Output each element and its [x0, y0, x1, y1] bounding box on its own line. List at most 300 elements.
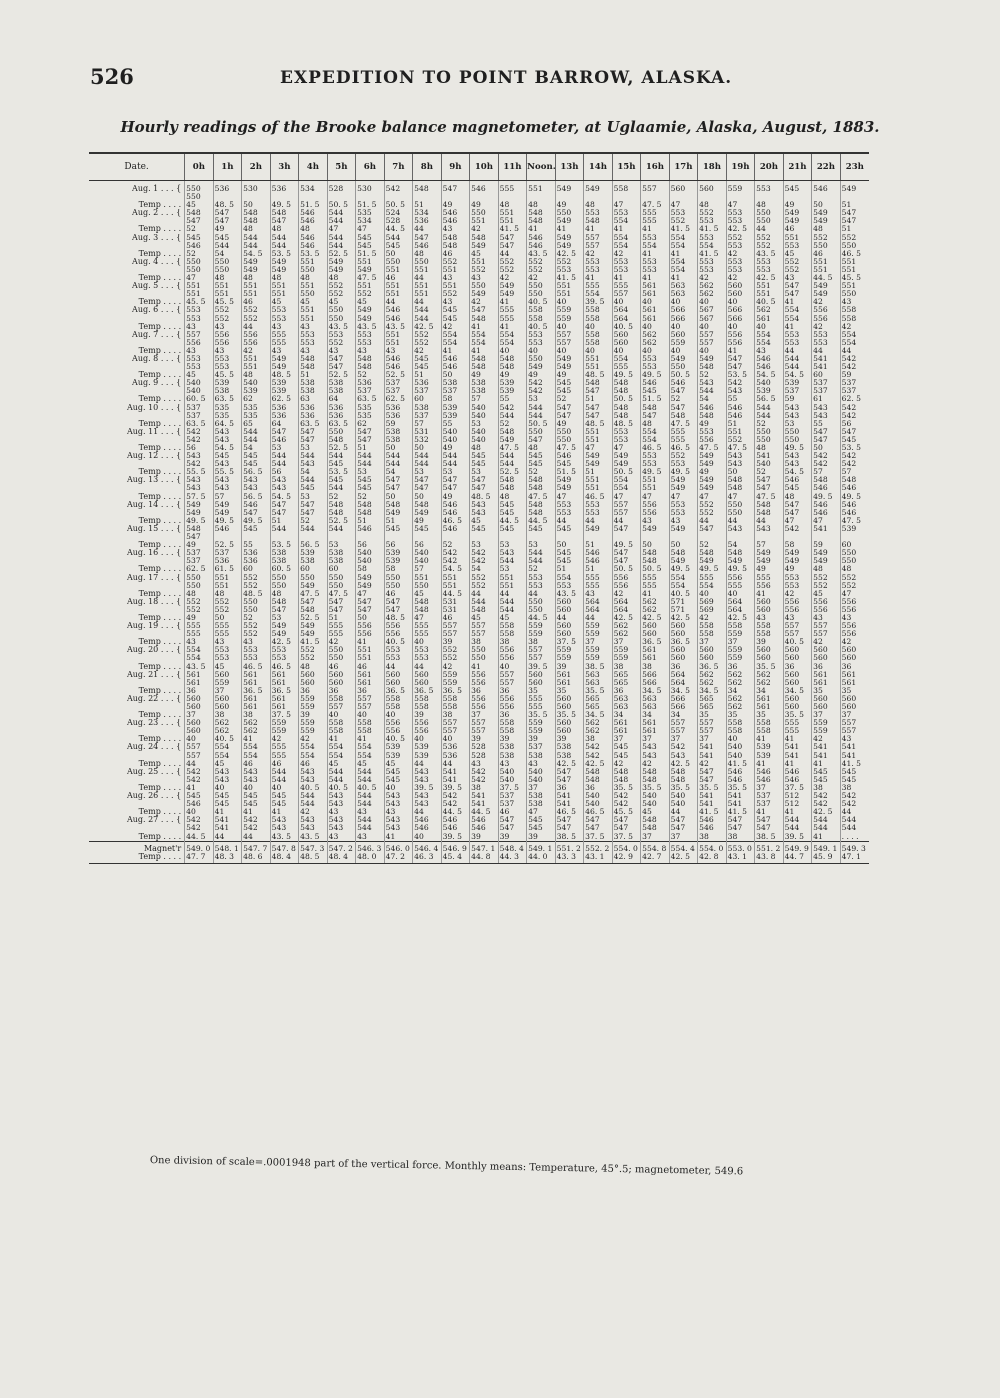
table-cell: 548 548 [669, 768, 698, 784]
table-cell: 555 554 [698, 574, 727, 590]
table-cell: 546 546 [384, 355, 413, 371]
table-cell: 539 539 [498, 379, 527, 395]
table-cell: 42 [441, 323, 470, 331]
table-cell: 538 537 [413, 404, 442, 420]
table-cell: 547 547 [783, 501, 812, 517]
row-label: Aug. 20 . . . { [126, 646, 182, 655]
table-cell: 47 [327, 225, 356, 233]
table-cell: 544 544 [527, 404, 556, 420]
table-cell: 560 560 [755, 646, 784, 662]
table-cell: 553 553 [356, 331, 385, 347]
table-cell: 43 [242, 638, 271, 646]
table-cell: 38 [726, 833, 755, 842]
table-cell: 551 551 [299, 306, 328, 322]
table-cell: 41 [470, 347, 499, 355]
table-cell: 40 [698, 590, 727, 598]
table-cell: 545 [783, 181, 812, 202]
table-cell: 540 540 [356, 549, 385, 565]
table-cell: 559 559 [299, 719, 328, 735]
table-cell: 47 [840, 590, 869, 598]
table-cell: 43 [270, 347, 299, 355]
table-cell: 556 556 [242, 331, 271, 347]
row-label: Temp . . . . [138, 638, 182, 647]
table-cell: 542 542 [441, 549, 470, 565]
table-cell: 47 [185, 274, 214, 282]
table-cell: 530 [242, 181, 271, 202]
table-cell: 50 [413, 444, 442, 452]
row-label: Temp . . . . [138, 759, 182, 768]
table-cell: 550 550 [755, 428, 784, 444]
row-label: Temp . . . . [138, 444, 182, 452]
table-cell: 545 545 [612, 743, 641, 759]
table-cell: 535 535 [356, 404, 385, 420]
table-cell: 549 549 [270, 258, 299, 274]
table-cell: 44 [527, 590, 556, 598]
table-cell: 40. 5 [755, 298, 784, 306]
table-cell: 547 [698, 525, 727, 541]
table-cell: 41 [669, 250, 698, 258]
table-cell: 46. 5 [641, 444, 670, 452]
table-cell: 60 [327, 565, 356, 573]
table-cell: 541 541 [441, 768, 470, 784]
table-cell: 52 [356, 371, 385, 379]
table-cell: 35. 5 [669, 784, 698, 792]
hour-column-header: 15h [612, 153, 641, 181]
table-cell: 44 [755, 225, 784, 233]
table-cell: 542 542 [840, 355, 869, 371]
table-cell: 45 [413, 590, 442, 598]
table-cell: 559 559 [584, 646, 613, 662]
table-cell: 40 [384, 784, 413, 792]
table-cell: 564 564 [669, 671, 698, 687]
table-cell: 549 549 [270, 622, 299, 638]
table-cell: 36. 5 [669, 638, 698, 646]
table-cell: 546. 9 [441, 841, 470, 853]
table-cell: 542 542 [812, 452, 841, 468]
table-cell: 42 [641, 760, 670, 768]
table-cell: 549 549 [612, 452, 641, 468]
table-cell: 49 [698, 420, 727, 428]
table-cell: 560 560 [669, 646, 698, 662]
table-cell: 542 542 [470, 549, 499, 565]
table-cell: 548 549 [726, 549, 755, 565]
table-cell: 554. 0 [612, 841, 641, 853]
table-cell: 50 [669, 541, 698, 549]
table-cell: 36 [498, 687, 527, 695]
row-label: Temp . . . . [138, 613, 182, 622]
table-cell: 547 547 [213, 209, 242, 225]
table-cell: 557 557 [470, 719, 499, 735]
table-cell: 554 554 [356, 743, 385, 759]
table-cell: 551 551 [441, 574, 470, 590]
table-cell: 548 547 [270, 209, 299, 225]
table-cell: 41. 5 [840, 760, 869, 768]
table-cell: 41 [185, 784, 214, 792]
table-cell: 552 552 [242, 306, 271, 322]
table-cell: 553 556 [698, 428, 727, 444]
table-cell: 546. 3 [356, 841, 385, 853]
table-cell: 52 [185, 250, 214, 258]
table-cell: 549 549 [812, 209, 841, 225]
row-label: Temp . . . . [138, 783, 182, 792]
table-cell: 547 545 [840, 428, 869, 444]
table-cell: 49 [441, 201, 470, 209]
table-cell: 52 [698, 371, 727, 379]
table-cell: 557 557 [840, 719, 869, 735]
table-cell: 545 546 [185, 234, 214, 250]
table-cell: 552 552 [299, 646, 328, 662]
table-cell: 65 [242, 420, 271, 428]
table-cell: 40. 5 [299, 784, 328, 792]
temperature-row [89, 808, 869, 816]
table-cell: 42. 5 [641, 614, 670, 622]
table-cell: 39 [299, 711, 328, 719]
table-cell: 547 547 [441, 476, 470, 492]
table-cell: 35. 5 [612, 784, 641, 792]
table-cell: 40. 5 [783, 638, 812, 646]
table-cell: 38 [242, 711, 271, 719]
table-cell: 537 537 [498, 792, 527, 808]
table-cell: 53. 5 [327, 468, 356, 476]
table-cell: 40 [555, 298, 584, 306]
table-cell: 551 551 [584, 355, 613, 371]
table-cell: 543 543 [185, 476, 214, 492]
table-cell: 548 547 [185, 209, 214, 225]
table-cell: 44 [669, 808, 698, 816]
table-cell: 52 [755, 468, 784, 476]
table-cell: 42 [327, 638, 356, 646]
table-cell: 49. 5 [669, 565, 698, 573]
table-cell: 560 560 [384, 671, 413, 687]
table-cell: 43 [470, 760, 499, 768]
table-cell: 45. 5 [213, 298, 242, 306]
table-cell: 49. 5 [812, 493, 841, 501]
table-cell: 40 [185, 735, 214, 743]
table-cell: 549 549 [555, 355, 584, 371]
table-cell: 43 [185, 638, 214, 646]
table-cell: 547 548 [299, 598, 328, 614]
table-cell: 540 540 [470, 428, 499, 444]
table-cell: 542 542 [470, 768, 499, 784]
table-cell: 34. 5 [584, 711, 613, 719]
table-cell: 45 [213, 760, 242, 768]
table-cell: 552 552 [242, 574, 271, 590]
table-cell: 50 [242, 201, 271, 209]
table-cell: 43 [527, 760, 556, 768]
table-cell: 553 553 [584, 501, 613, 517]
table-cell: 543 543 [299, 816, 328, 832]
table-cell: 536 537 [413, 379, 442, 395]
table-cell: 547 546 [270, 428, 299, 444]
table-cell: 555 555 [783, 719, 812, 735]
table-cell: 57 [213, 493, 242, 501]
table-cell: 40 [498, 347, 527, 355]
table-cell: 49. 5 [641, 371, 670, 379]
table-cell: 47 [413, 614, 442, 622]
table-cell: 550 549 [470, 282, 499, 298]
table-cell: 38 [470, 638, 499, 646]
table-cell: 546 [812, 181, 841, 202]
table-cell: 34 [755, 687, 784, 695]
table-cell: 550 550 [185, 574, 214, 590]
table-cell: 551 551 [840, 258, 869, 274]
table-cell: 42. 5 [270, 638, 299, 646]
table-cell: 49. 5 [612, 541, 641, 549]
table-cell: 40 [213, 784, 242, 792]
table-cell: 566 566 [726, 306, 755, 322]
table-cell: 41 [755, 808, 784, 816]
table-cell: 40. 5 [356, 784, 385, 792]
table-cell: 46. 5 [584, 808, 613, 816]
row-label: Temp . . . . [138, 735, 182, 744]
table-cell: 43. 5 [555, 590, 584, 598]
table-cell: 549 [840, 181, 869, 202]
table-cell: 559 559 [555, 646, 584, 662]
table-cell: 548 [413, 181, 442, 202]
table-cell: 550 550 [840, 549, 869, 565]
table-cell: 546 546 [698, 816, 727, 832]
table-cell: 44 [840, 347, 869, 355]
temperature-row [89, 638, 869, 646]
table-cell: 550 551 [413, 258, 442, 274]
table-cell: 40 [755, 323, 784, 331]
table-cell: 35. 5 [584, 687, 613, 695]
table-cell: 38 [527, 638, 556, 646]
table-cell: 536 536 [299, 404, 328, 420]
table-cell: 560 560 [327, 671, 356, 687]
table-cell: 546 546 [384, 306, 413, 322]
table-cell: 39. 5 [441, 833, 470, 842]
table-cell: 545 545 [413, 355, 442, 371]
table-cell: 551 551 [641, 476, 670, 492]
table-cell: 39 [527, 735, 556, 743]
table-cell: 545 545 [384, 768, 413, 784]
table-cell: 46 [242, 298, 271, 306]
table-cell: 549 549 [812, 549, 841, 565]
table-cell: 553. 0 [726, 841, 755, 853]
table-cell: 42 [441, 663, 470, 671]
table-cell: 537 537 [755, 792, 784, 808]
table-cell: 560 560 [812, 646, 841, 662]
table-cell: 546 548 [698, 404, 727, 420]
table-cell: 551 [527, 181, 556, 202]
table-cell: 557 557 [783, 622, 812, 638]
table-cell: 544 544 [527, 549, 556, 565]
table-cell: 34 [726, 687, 755, 695]
table-cell: 546. 0 [384, 841, 413, 853]
table-cell: 538 537 [441, 379, 470, 395]
table-cell: 542 542 [840, 452, 869, 468]
table-cell: 551 550 [299, 258, 328, 274]
table-cell: 552 552 [213, 306, 242, 322]
table-cell: 54. 5 [270, 493, 299, 501]
row-label: Temp . . . . [89, 853, 185, 864]
table-cell: 551 552 [470, 258, 499, 274]
table-cell: 543 543 [783, 452, 812, 468]
table-cell: 44 [242, 323, 271, 331]
table-cell: 545 [498, 525, 527, 541]
table-cell: 39 [413, 711, 442, 719]
table-cell: 540 540 [413, 549, 442, 565]
table-cell: 545 545 [242, 792, 271, 808]
table-cell: 49 [783, 565, 812, 573]
table-cell: 37 [612, 638, 641, 646]
table-cell: 553 553 [527, 574, 556, 590]
table-cell: 49 [470, 371, 499, 379]
table-cell: 547 547 [783, 282, 812, 298]
table-cell: 551 550 [413, 574, 442, 590]
table-cell: 538 538 [470, 379, 499, 395]
table-cell: 539 539 [413, 743, 442, 759]
table-cell: 36. 5 [242, 687, 271, 695]
table-cell: 547 548 [470, 306, 499, 322]
table-cell: 42 [413, 347, 442, 355]
table-cell: 556 556 [384, 719, 413, 735]
row-label: Temp . . . . [138, 346, 182, 355]
table-cell: 41 [783, 735, 812, 743]
table-cell: 562 562 [584, 719, 613, 735]
table-cell: 35. 5 [726, 784, 755, 792]
table-cell: 53 [356, 468, 385, 476]
row-label: Temp . . . . [138, 565, 182, 574]
table-cell: 543 543 [384, 792, 413, 808]
table-cell: 543 543 [327, 792, 356, 808]
table-cell: 49. 5 [726, 565, 755, 573]
table-cell: 560 559 [669, 331, 698, 347]
table-cell: 35 [527, 687, 556, 695]
table-cell: 556 556 [812, 598, 841, 614]
table-cell: 40 [612, 298, 641, 306]
table-cell: 43 [327, 808, 356, 816]
table-cell: 44. 5 [498, 517, 527, 525]
table-cell: 56. 5 [242, 468, 271, 476]
table-cell: 48 [498, 201, 527, 209]
table-cell: 59 [840, 371, 869, 379]
magnetometer-row [89, 476, 869, 492]
table-cell: 46 [242, 760, 271, 768]
table-cell: 41 [327, 735, 356, 743]
table-cell: 541 541 [812, 355, 841, 371]
table-cell: 61 [812, 395, 841, 403]
hour-column-header: 9h [441, 153, 470, 181]
table-cell: 547 547 [327, 355, 356, 371]
table-cell: 548 548 [441, 234, 470, 250]
table-cell: 55 [726, 395, 755, 403]
row-label: Aug. 13 . . . { [126, 476, 182, 485]
table-cell: 43. 5 [270, 833, 299, 842]
table-cell: 539 [840, 525, 869, 541]
table-cell: 53 [413, 468, 442, 476]
hour-column-header: 22h [812, 153, 841, 181]
table-cell: 51 [555, 565, 584, 573]
table-cell: 41 [356, 735, 385, 743]
table-cell: 45. 9 [812, 853, 841, 864]
table-cell: 55. 5 [213, 468, 242, 476]
table-cell: 40 [726, 590, 755, 598]
table-cell: 35 [840, 687, 869, 695]
table-cell: 37 [612, 735, 641, 743]
table-cell: 560 560 [783, 671, 812, 687]
table-cell: 548 548 [327, 501, 356, 517]
table-cell: 48 [299, 225, 328, 233]
table-cell: 44. 7 [783, 853, 812, 864]
table-cell: 53. 5 [270, 541, 299, 549]
table-cell: 47. 5 [840, 517, 869, 525]
table-cell: 36 [726, 663, 755, 671]
row-label: Magnet'r [89, 841, 185, 853]
table-cell: 549 549 [698, 476, 727, 492]
table-cell: 565 565 [612, 671, 641, 687]
hour-column-header: 4h [299, 153, 328, 181]
table-cell: 47 [726, 201, 755, 209]
table-cell: 561 561 [641, 306, 670, 322]
magnetometer-row [89, 234, 869, 250]
table-cell: 554 554 [612, 234, 641, 250]
table-cell: 553 553 [612, 428, 641, 444]
table-cell: 546 546 [441, 355, 470, 371]
table-cell: 51 [327, 614, 356, 622]
row-label: Aug. 26 . . . { [126, 792, 182, 801]
table-cell: 49 [413, 517, 442, 525]
table-cell: 557 557 [698, 719, 727, 735]
table-cell: 551 551 [242, 282, 271, 298]
table-cell: 47. 5 [527, 493, 556, 501]
table-cell: 38 [584, 735, 613, 743]
table-cell: 58 [384, 565, 413, 573]
table-cell: 45 [356, 298, 385, 306]
table-cell: 559 559 [812, 719, 841, 735]
table-cell: 555 555 [270, 743, 299, 759]
row-label: Aug. 21 . . . { [126, 670, 182, 679]
table-cell: 50. 5 [641, 565, 670, 573]
table-cell: 53 [783, 420, 812, 428]
table-cell: 551 551 [270, 282, 299, 298]
table-cell: 56 [270, 468, 299, 476]
table-cell: 552. 2 [584, 841, 613, 853]
table-cell: 536 536 [384, 404, 413, 420]
table-cell: 560 560 [840, 646, 869, 662]
table-cell: 556 556 [498, 646, 527, 662]
table-cell: 54 [384, 468, 413, 476]
table-cell: 546 546 [726, 768, 755, 784]
magnetometer-row [89, 379, 869, 395]
table-cell: 543 543 [413, 768, 442, 784]
table-cell: 540 539 [755, 379, 784, 395]
table-cell: 553 553 [783, 331, 812, 347]
table-cell: 555 555 [641, 574, 670, 590]
table-cell: 63. 5 [299, 420, 328, 428]
table-cell: 539 539 [384, 743, 413, 759]
table-cell: 37 [185, 711, 214, 719]
table-cell: 53 [299, 444, 328, 452]
table-cell: 42 [612, 590, 641, 598]
table-cell: 36 [555, 784, 584, 792]
table-cell: 48 [812, 565, 841, 573]
table-cell: 40 [527, 347, 556, 355]
row-label: Aug. 24 . . . { [126, 743, 182, 752]
table-cell: 55 [812, 420, 841, 428]
table-cell: 524 528 [384, 209, 413, 225]
table-cell: 547 547 [356, 428, 385, 444]
table-cell: 46 [327, 663, 356, 671]
table-cell: 63. 5 [185, 420, 214, 428]
table-cell: 48. 5 [384, 614, 413, 622]
table-cell: 548 549 [470, 234, 499, 250]
temperature-row [89, 468, 869, 476]
table-cell: 554 554 [213, 743, 242, 759]
table-cell: 50 [384, 250, 413, 258]
table-cell: 42 [812, 638, 841, 646]
